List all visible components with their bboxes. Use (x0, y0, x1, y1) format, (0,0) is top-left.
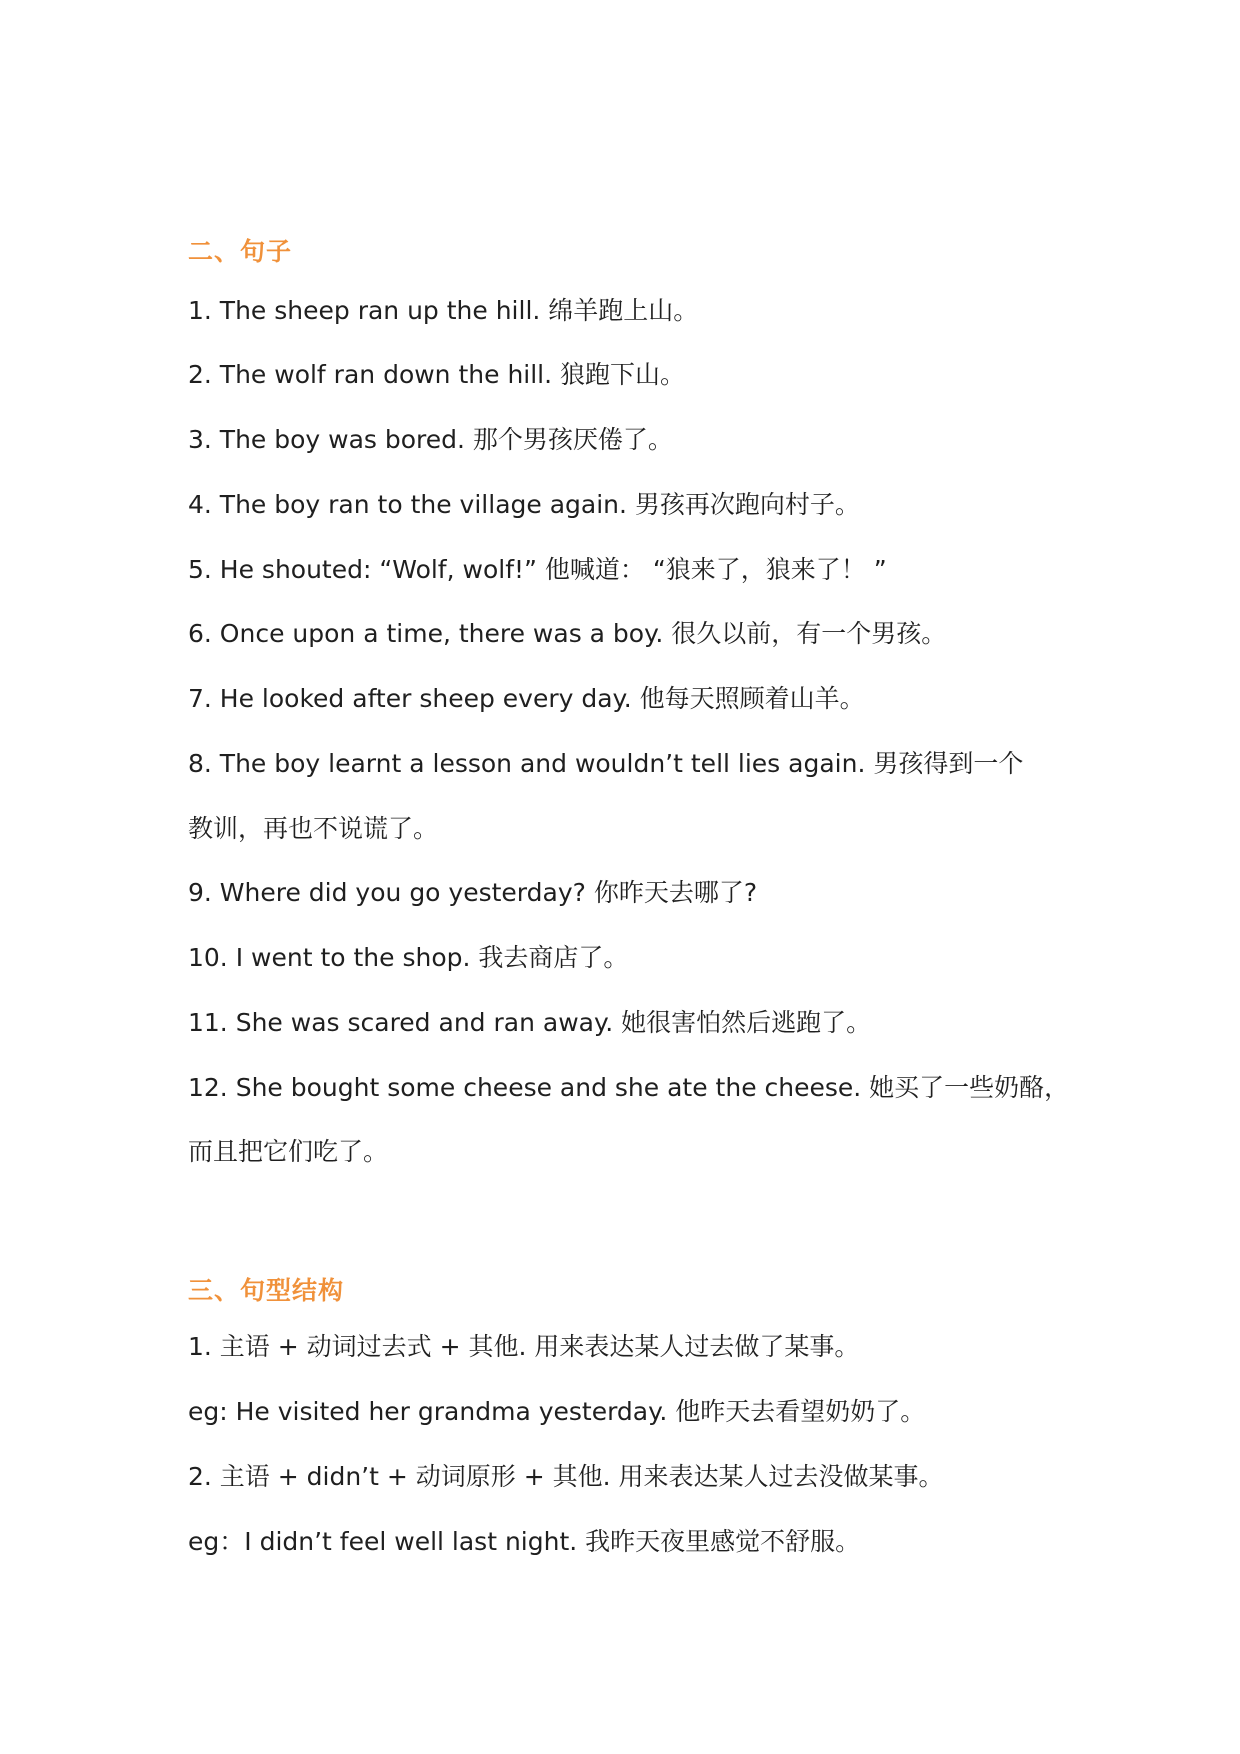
pattern-line: eg：I didn’t feel well last night. 我昨天夜里感觉不舒服。 (188, 1527, 861, 1556)
sentence-line: 6. Once upon a time, there was a boy. 很久以前，有一个男孩。 (188, 619, 947, 648)
sentence-line: 8. The boy learnt a lesson and wouldn’t tell lies again. 男孩得到一个 (188, 749, 1024, 778)
sentence-line: 2. The wolf ran down the hill. 狼跑下山。 (188, 360, 686, 389)
sentence-line: 9. Where did you go yesterday? 你昨天去哪了? (188, 878, 758, 907)
sentence-line: 而且把它们吃了。 (188, 1137, 389, 1166)
section-heading-sentence-patterns: 三、句型结构 (188, 1276, 345, 1305)
sentence-line: 5. He shouted: “Wolf, wolf!” 他喊道： “狼来了，狼来了！ ” (188, 555, 887, 584)
pattern-line: 1. 主语 + 动词过去式 + 其他. 用来表达某人过去做了某事。 (188, 1332, 860, 1361)
sentence-line: 4. The boy ran to the village again. 男孩再次跑向村子。 (188, 490, 860, 519)
sentence-line: 1. The sheep ran up the hill. 绵羊跑上山。 (188, 296, 699, 325)
sentence-line: 12. She bought some cheese and she ate the cheese. 她买了一些奶酪， (188, 1073, 1070, 1102)
pattern-line: eg: He visited her grandma yesterday. 他昨天去看望奶奶了。 (188, 1397, 926, 1426)
sentence-line: 10. I went to the shop. 我去商店了。 (188, 943, 629, 972)
sentence-line: 7. He looked after sheep every day. 他每天照顾着山羊。 (188, 684, 865, 713)
pattern-line: 2. 主语 + didn’t + 动词原形 + 其他. 用来表达某人过去没做某事。 (188, 1462, 944, 1491)
sentence-line: 11. She was scared and ran away. 她很害怕然后逃跑了。 (188, 1008, 872, 1037)
section-heading-sentences: 二、句子 (188, 237, 293, 266)
sentence-line: 3. The boy was bored. 那个男孩厌倦了。 (188, 425, 673, 454)
sentence-line: 教训，再也不说谎了。 (188, 814, 439, 843)
document-page (188, 0, 1088, 1754)
